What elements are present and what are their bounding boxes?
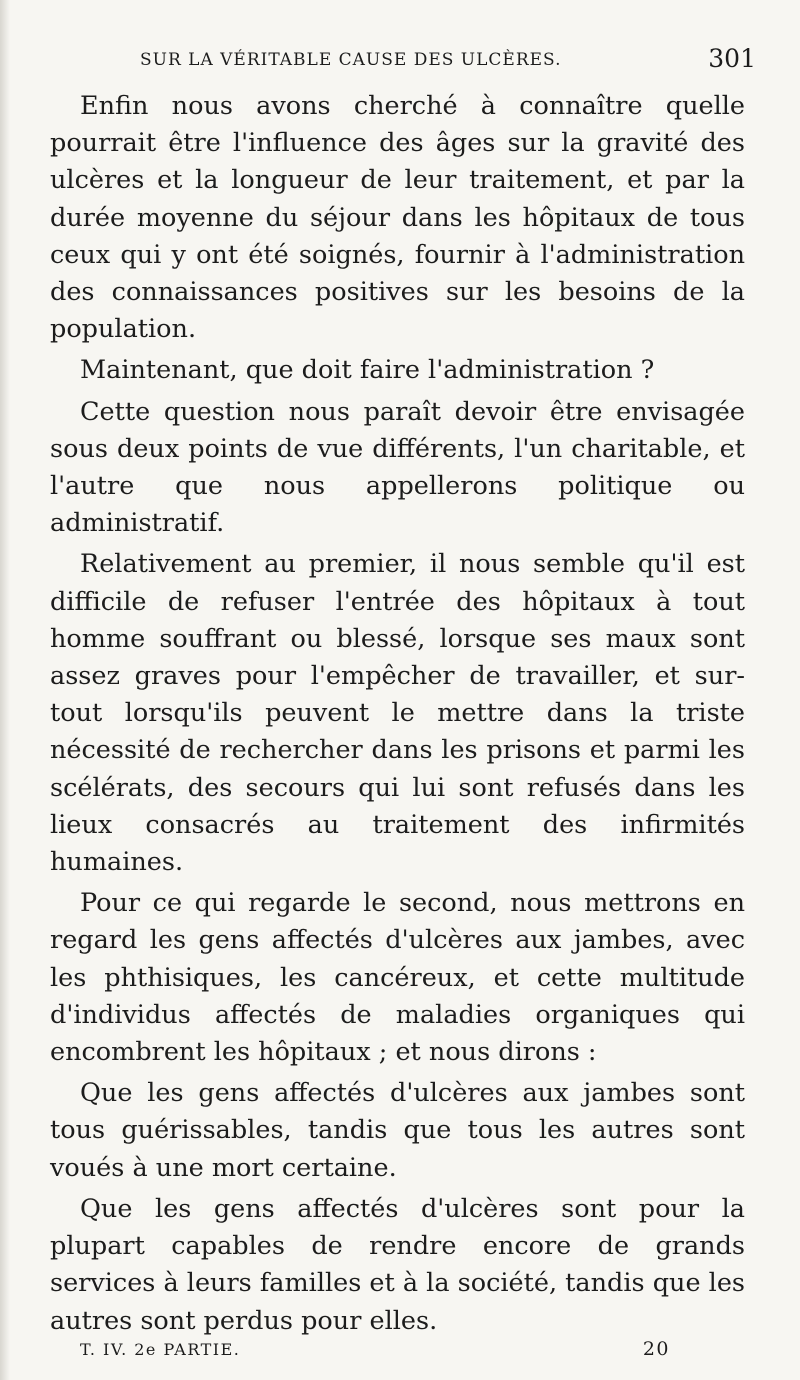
- signature-mark: T. IV. 2e PARTIE.: [80, 1340, 241, 1359]
- sheet-number: 20: [642, 1338, 670, 1360]
- body-text: [50, 88, 745, 1344]
- paragraph: Relativement au premier, il nous semble qu'il est difficile de refuser l'entrée des hôpitaux à tout homme souffrant ou blessé, lorsque ses maux sont assez graves pour l'empêcher de travailler, et sur-tout lorsqu'ils peuvent le mettre dans la triste nécessité de rechercher dans les prisons et parmi les scélérats, des secours qui lui sont refusés dans les lieux consacrés au traitement des infirmités humaines.: [50, 549, 745, 878]
- page-footer: [50, 1340, 720, 1366]
- paragraph: Maintenant, que doit faire l'administration ?: [80, 355, 655, 386]
- paragraph: Cette question nous paraît devoir être envisagée sous deux points de vue différents, l'un charitable, et l'autre que nous appellerons politique ou administratif.: [50, 396, 745, 539]
- paragraph: Enfin nous avons cherché à connaître quelle pourrait être l'influence des âges sur la gravité des ulcères et la longueur de leur traitement, et par la durée moyenne du séjour dans les hôpitaux de tous ceux qui y ont été soignés, fournir à l'administration des connaissances positives sur les besoins de la population.: [50, 91, 745, 345]
- paragraph: Que les gens affectés d'ulcères sont pour la plupart capables de rendre encore de grands services à leurs familles et à la société, tandis que les autres sont perdus pour elles.: [50, 1193, 745, 1336]
- running-title: SUR LA VÉRITABLE CAUSE DES ULCÈRES.: [140, 50, 562, 70]
- page-number: 301: [708, 44, 756, 73]
- paragraph: Que les gens affectés d'ulcères aux jambes sont tous guérissables, tandis que tous les autres sont voués à une mort certaine.: [50, 1078, 745, 1183]
- paragraph: Pour ce qui regarde le second, nous mettrons en regard les gens affectés d'ulcères aux jambes, avec les phthisiques, les cancéreux, et cette multitude d'individus affectés de maladies organiques qui encombrent les hôpitaux ; et nous dirons :: [50, 888, 745, 1068]
- running-head: [140, 44, 764, 78]
